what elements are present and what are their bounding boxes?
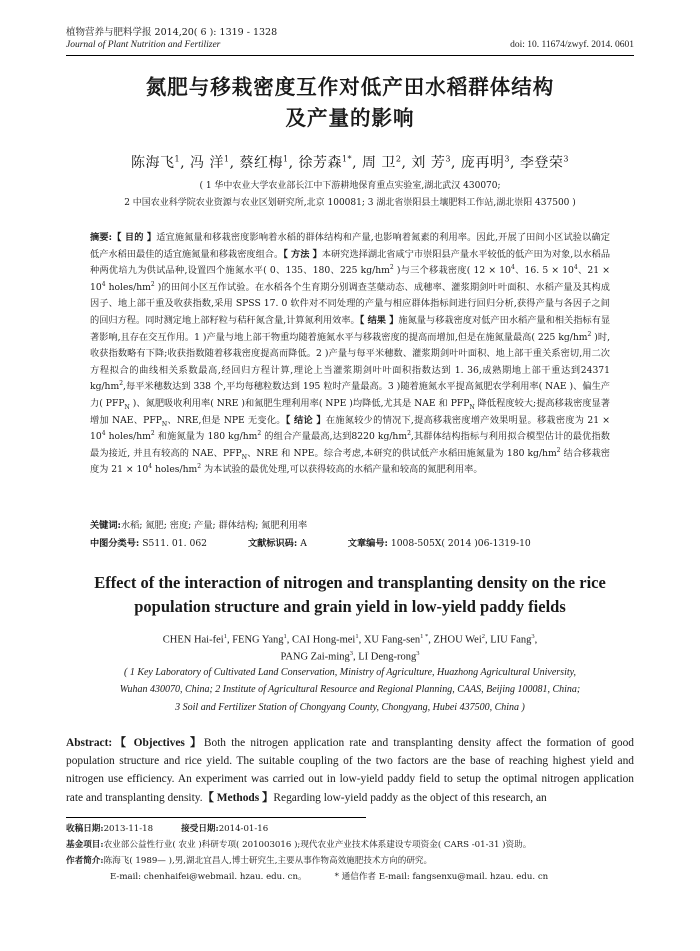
footnote-dates [66,822,660,836]
method-text: holes/hm [105,281,151,293]
sup: 2 [389,264,394,272]
abstract-en [66,734,634,807]
conclusion-text: holes/hm [152,464,198,476]
journal-header-cn: 植物营养与肥料学报 2014,20( 6 ): 1319 - 1328 [66,27,278,38]
clc-number [90,535,207,549]
author-en: FENG Yang [232,634,284,646]
method-text: 本研究选择湖北省咸宁市崇阳县产量水平较低的低产田为对象,以水稻品种两优培九为供试品种,设置四个施氮水平( 0、135、180、225 kg/hm [90,248,611,277]
author-email[interactable]: E-mail: chenhaifei@webmail. hzau. edu. cn。 [110,872,307,882]
affiliation-en-line1: ( 1 Key Laboratory of Cultivated Land Conservation, Ministry of Agriculture, Huazhong Agricultural University, [123,667,577,678]
sup: 4 [573,264,578,272]
conclusion-text: 的组合产量最高,达到8220 kg/hm [261,431,408,443]
author-sup: 3 [416,650,420,657]
method-text: )与三个移栽密度( 12 × 10 [393,265,511,277]
author-bio-text: 陈海飞( 1989— ),男,湖北宜昌人,博士研究生,主要从事作物高效施肥技术方向的研究。 [103,856,433,866]
sup: 2 [587,330,592,338]
author-sup: 1 [223,633,227,640]
title-en-line1: Effect of the interaction of nitrogen and transplanting density on the rice [94,573,606,592]
author-sup: 1 * [420,633,429,640]
author-sup: 2 [395,154,402,164]
keywords-text: 水稻; 氮肥; 密度; 产量; 群体结构; 氮肥利用率 [120,520,308,531]
author-en: ZHOU Wei [433,634,482,646]
author-sup: 1 [223,154,230,164]
clc-value: S511. 01. 062 [142,538,208,549]
footnote-author [66,854,660,868]
author-sup: 3 [563,154,569,164]
conclusion-text: 为本试验的最优处理,可以获得较高的水稻产量和较高的氮肥利用率。 [201,464,483,476]
authors-cn: 陈海飞$^1$, 冯 洋$^1$, 蔡红梅$^1$, 徐芳森$^{1*}$, 周 卫$^2$, 刘 芳$^3$, 庞再明$^3$, 李登荣$^3$ [131,154,569,171]
authors-en-line1: CHEN Hai-fei$^1$, FENG Yang$^1$, CAI Hong-mei$^1$, XU Fang-sen$^{1 *}$, ZHOU Wei$^2$, LIU Fang$^3$, [162,633,538,646]
abstract-en-label: Abstract: [66,737,113,749]
title-cn-line2: 及产量的影响 [285,106,415,130]
footnote-rule [66,817,366,818]
sup: 4 [148,463,153,471]
classification-row [90,535,610,549]
result-text: )、氮肥吸收利用率( NRE )和氮肥生理利用率( NPE )均降低,尤其是 NAE 和 PFP [129,397,470,409]
methods-text: Regarding low-yield paddy as the object of this research, an [273,791,547,804]
sup: 2 [197,463,202,471]
article-number [348,535,531,549]
sup: 2 [257,430,262,438]
author-sup: 1 [355,633,359,640]
author-sup: 3 [531,633,535,640]
art-label: 文章编号: [347,538,388,549]
keywords-cn [90,517,610,531]
art-value: 1008-505X( 2014 )06-1319-10 [390,538,531,549]
sup: 2 [150,280,155,288]
received-label: 收稿日期: [66,824,104,834]
author-sup: 3 [349,650,354,657]
conclusion-label: 【 结论 】 [285,414,326,426]
doc-value: A [300,538,307,549]
author-cn: 周 卫 [361,155,396,171]
received-date: 2013-11-18 [103,824,154,834]
author-sup: 3 [445,154,451,164]
author-sup: 1 [282,154,289,164]
fund-text: 农业部公益性行业( 农业 )科研专项( 201003016 );现代农业产业技术体系建设专项资金( CARS -01-31 )资助。 [103,840,532,850]
corresponding-email[interactable]: * 通信作者 E-mail: fangsenxu@mail. hzau. edu. cn [334,872,549,882]
objectives-text: Both the nitrogen application rate and transplanting density affect the formation of good population structure and rice yield. The suitable coupling of the two factors are the base of reaching highest yield and nitrogen use efficiency. An experiment was carried out in low-yield paddy field to setup the optimal nitrogen application rate and transplanting density. [66,737,635,804]
clc-label: 中图分类号: [90,538,140,549]
author-en: PANG Zai-ming [280,651,350,663]
objectives-label: 【 Objectives 】 [112,737,204,749]
header-rule [66,55,634,56]
author-en: CAI Hong-mei [292,634,356,646]
doi-link[interactable]: doi: 10. 11674/zwyf. 2014. 0601 [510,40,634,50]
abstract-cn-label: 摘要: [90,232,113,243]
title-en-line2: population structure and grain yield in low-yield paddy fields [134,597,566,616]
author-cn: 庞再明 [460,155,505,171]
method-text: 、16. 5 × 10 [514,265,574,277]
author-cn: 李登荣 [519,155,564,171]
affiliation-cn-line2: 2 中国农业科学院农业资源与农业区划研究所,北京 100081; 3 湖北省崇阳县土壤肥料工作站,湖北崇阳 437500 ) [124,198,576,208]
methods-label: 【 Methods 】 [202,791,274,804]
journal-header-en: Journal of Plant Nutrition and Fertilizer [66,40,221,50]
author-sup: 1 [283,633,287,640]
result-text: 、NRE,但是 NPE 无变化。 [167,414,286,426]
authors-en-line2: PANG Zai-ming$^3$, LI Deng-rong$^3$ [280,650,420,663]
author-cn: 陈海飞 [131,155,175,171]
sup: 4 [101,280,106,288]
author-en: XU Fang-sen [363,634,421,646]
conclusion-text: 、NRE 和 NPE。综合考虑,本研究的供试低产水稻田施氮量为 180 kg/hm [246,447,557,459]
sup: 4 [511,264,515,272]
sup: 2 [556,446,561,454]
author-cn: 刘 芳 [411,155,446,171]
sup: 2 [119,380,124,388]
affiliation-en-line3: 3 Soil and Fertilizer Station of Chongyang County, Chongyang, Hubei 437500, China ) [175,702,525,713]
keywords-label: 关键词: [90,520,121,531]
author-sup: 1* [341,154,353,164]
accepted-date: 2014-01-16 [218,824,269,834]
footnote-fund [66,838,660,852]
objective-text: 适宜施氮量和移栽密度影响着水稻的群体结构和产量,也影响着氮素的利用率。因此,开展了田间小区试验以确定低产水稻田最佳的适宜施氮量和移栽密度组合。 [90,232,610,260]
conclusion-text: holes/hm [105,431,151,443]
fund-label: 基金项目: [66,840,104,850]
sub: N [469,403,475,411]
result-text: 降低程度较大;提高移栽密度显著增加 NAE、PFP [90,397,610,426]
conclusion-text: 和施氮量为 180 kg/hm [154,431,258,443]
author-sup: 2 [481,633,486,640]
affiliation-cn-line1: ( 1 华中农业大学农业部长江中下游耕地保育重点实验室,湖北武汉 430070; [199,181,501,191]
author-sup: 3 [504,154,510,164]
result-text: )时,收获指数略有下降;收获指数随着移栽密度提高而降低。2 )产量与每平米穗数、灌浆期剑叶叶面积、地上部干重关系密切,用二次方程拟合的曲线相关系数最高,经回归方程计算,理论上当灌浆期剑叶叶面积指数达到 1. 36,成熟期地上部干重达到24371 kg/hm [90,331,610,393]
sub: N [124,403,130,411]
sub: N [241,453,247,461]
affiliation-en-line2: Wuhan 430070, China; 2 Institute of Agricultural Resource and Regional Planning, CAAS, Beijing 100081, China; [119,684,581,695]
author-bio-label: 作者简介: [66,856,104,866]
method-text: 、21 × 10 [90,265,611,293]
objective-label: 【 目的 】 [112,232,157,243]
sub: N [161,420,168,428]
author-en: LIU Fang [490,634,532,646]
accepted-label: 接受日期: [181,824,219,834]
sup: 2 [407,430,411,438]
author-en: LI Deng-rong [358,651,417,663]
doc-label: 文献标识码: [247,538,298,549]
abstract-cn [90,230,610,479]
author-cn: 徐芳森 [298,155,342,171]
title-cn-line1: 氮肥与移栽密度互作对低产田水稻群体结构 [145,75,555,99]
result-label: 【 结果 】 [359,314,399,326]
author-sup: 1 [174,154,181,164]
method-label: 【 方法 】 [283,248,322,260]
sup: 2 [150,430,155,438]
result-text: ,每平米穗数达到 338 个,平均每穗粒数达到 195 粒时产量最高。3 )随着施氮水平提高氮肥农学利用率( NAE )、偏生产力( PFP [90,381,610,409]
author-en: CHEN Hai-fei [162,634,224,646]
method-text: )的田间小区互作试验。在水稻各个生育期分别调查茎蘖动态、成穗率、灌浆期剑叶叶面积、水稻产量及其构成因子、地上部干重及收获指数,采用 SPSS 17. 0 软件对不同处理的产量与相应群体指标间进行回归分析,获得产量与各因子之间的回归方程。同时测定地上部籽粒与秸秆氮含量,计算氮利用效率。 [90,281,610,326]
sup: 4 [101,430,106,438]
conclusion-text: 在施氮较少的情况下,提高移栽密度增产效果明显。移栽密度为 21 × 10 [90,414,610,443]
conclusion-text: ,其群体结构指标与利用拟合模型估计的最优指数最为接近, 并且有较高的 NAE、PFP [90,431,610,459]
author-cn: 蔡红梅 [239,155,283,171]
author-cn: 冯 洋 [190,155,224,171]
conclusion-text: 结合移栽密度为 21 × 10 [90,447,610,476]
footnote-email [110,870,660,884]
doc-code [248,535,307,549]
result-text: 施氮量与移栽密度对低产田水稻产量和相关指标有显著影响,且存在交互作用。1 )产量与地上部干物重均随着施氮水平与移栽密度的提高而增加,但是在施氮量最高( 225 kg/hm [90,314,611,343]
